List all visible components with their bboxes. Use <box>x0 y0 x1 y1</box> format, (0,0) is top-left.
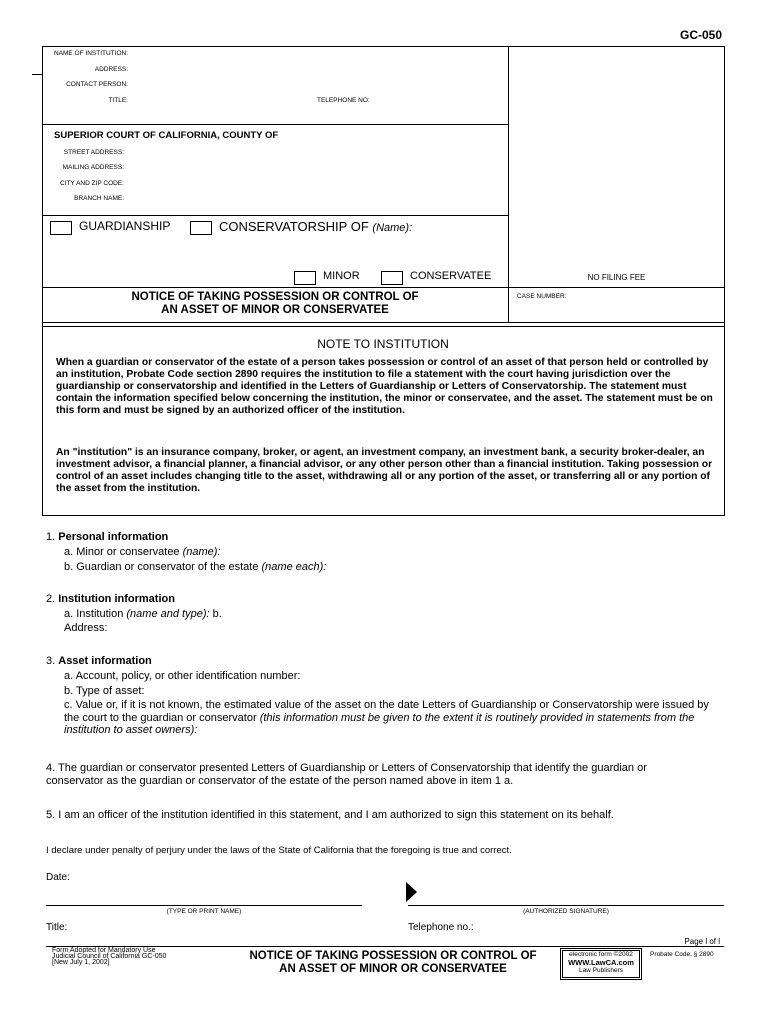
item1a-hint: (name): <box>182 546 221 558</box>
item1a-text: a. Minor or conservatee <box>64 546 180 558</box>
item2-number: 2. <box>46 593 56 605</box>
item4: 4. The guardian or conservator presented Letters of Guardianship or Letters of Conservatorship that identify the guardian or conservator as the guardian or conservator of the estate of the person named above in item 1 a. <box>46 762 647 787</box>
item2a-text: a. Institution <box>64 608 124 620</box>
conservatee-checkbox[interactable] <box>381 271 403 285</box>
item1a <box>64 546 221 558</box>
conservatorship-name-hint: (Name): <box>372 222 413 234</box>
item3c-line2 <box>64 712 734 725</box>
item3c-line3-hint: institution to asset owners): <box>64 724 198 736</box>
page-indicator: Page l of l <box>684 937 720 946</box>
rule-case-type <box>42 215 508 216</box>
item1b <box>64 561 326 573</box>
case-number-field[interactable] <box>512 302 721 320</box>
item2-address: Address: <box>64 622 108 634</box>
declaration: I declare under penalty of perjury under the laws of the State of California that the foregoing is true and correct. <box>46 845 512 856</box>
item3b: b. Type of asset: <box>64 685 145 697</box>
type-name-caption: (TYPE OR PRINT NAME) <box>166 908 242 915</box>
caption-left-rule <box>42 46 43 516</box>
item1-number: 1. <box>46 531 56 543</box>
rule-note-bottom <box>42 515 724 516</box>
label-city-zip: CITY AND ZIP CODE: <box>59 180 124 187</box>
item3a: a. Account, policy, or other identification number: <box>64 670 301 682</box>
name-line[interactable] <box>46 905 362 906</box>
label-street: STREET ADDRESS: <box>63 149 124 156</box>
item3c <box>64 699 734 737</box>
label-branch: BRANCH NAME: <box>74 195 124 202</box>
guardianship-checkbox[interactable] <box>50 221 72 235</box>
no-filing-fee: NO FILING FEE <box>587 273 646 282</box>
minor-label: MINOR <box>323 270 360 282</box>
caption-top-rule <box>42 46 724 47</box>
conservatorship-checkbox[interactable] <box>190 221 212 235</box>
signature-caption: (AUTHORIZED SIGNATURE) <box>523 908 609 915</box>
badge-url: WWW.LawCA.com <box>568 958 634 967</box>
item3-heading <box>46 655 152 667</box>
item3c-line1: c. Value or, if it is not known, the estimated value of the asset on the date Letters of Guardianship or Conservatorship were issued by <box>64 699 709 711</box>
item3c-line2-text: the court to the guardian or conservator <box>64 711 257 724</box>
item1b-text: b. Guardian or conservator of the estate <box>64 561 259 573</box>
rule-court <box>42 124 508 125</box>
form-title <box>42 291 508 317</box>
conservatorship-label <box>219 219 412 234</box>
note-paragraph-1: When a guardian or conservator of the estate of a person takes possession or control of an asset of that person held or controlled by an institution, Probate Code section 2890 requires the institution to file a statement with the court having jurisdiction over the guardianship or conservatorship and identified in the Letters of Guardianship or Letters of Conservatorship. The statement must contain the information specified below concerning the institution, the minor or conservatee, and the asset. The statement must be on this form and must be signed by an authorized officer of the institution. <box>56 357 713 416</box>
form-title-line1: NOTICE OF TAKING POSSESSION OR CONTROL OF <box>131 291 419 303</box>
rule-title <box>42 287 724 288</box>
badge-electronic-form: electronic form ©2002 <box>569 951 633 958</box>
footer-title-line1: NOTICE OF TAKING POSSESSION OR CONTROL OF <box>249 950 537 962</box>
label-contact-person: CONTACT PERSON: <box>66 81 128 88</box>
item2-heading <box>46 593 175 605</box>
item2-title: Institution information <box>58 593 175 605</box>
item1-title: Personal information <box>58 531 169 543</box>
rule-note-top-2 <box>42 326 724 327</box>
conservatee-label: CONSERVATEE <box>410 270 492 282</box>
conservatorship-text: CONSERVATORSHIP OF <box>219 219 369 234</box>
item5: 5. I am an officer of the institution identified in this statement, and I am authorized to sign this statement on its behalf. <box>46 809 614 821</box>
footer-title <box>232 950 554 976</box>
guardianship-label: GUARDIANSHIP <box>79 219 171 233</box>
footer-title-line2: AN ASSET OF MINOR OR CONSERVATEE <box>279 963 507 975</box>
item3-title: Asset information <box>58 655 152 667</box>
rule-note-top-1 <box>42 322 724 323</box>
item1b-hint: (name each): <box>261 561 327 573</box>
footer-left-notes <box>52 948 166 966</box>
publisher-badge <box>560 948 642 980</box>
footer-adopted: Form Adopted for Mandatory Use <box>52 947 156 954</box>
sign-here-arrow-icon <box>406 882 417 902</box>
item1-heading <box>46 531 168 543</box>
signature-line[interactable] <box>408 905 724 906</box>
label-mailing: MAILING ADDRESS: <box>62 164 124 171</box>
date-label: Date: <box>46 872 70 883</box>
court-heading: SUPERIOR COURT OF CALIFORNIA, COUNTY OF <box>54 130 279 141</box>
badge-publisher: Law Publishers <box>578 967 624 974</box>
margin-tick <box>32 74 42 75</box>
label-title: TITLE: <box>108 97 128 104</box>
item3c-line2-hint: (this information must be given to the extent it is routinely provided in statements from the <box>259 711 695 724</box>
probate-code: Probate Code, § 2890 <box>650 951 714 958</box>
label-address: ADDRESS: <box>94 66 128 73</box>
item2a <box>64 608 222 620</box>
item2a-hint: (name and type): <box>126 608 210 620</box>
label-telephone: TELEPHONE NO: <box>317 97 370 104</box>
note-heading: NOTE TO INSTITUTION <box>317 337 449 351</box>
caption-right-rule <box>724 46 725 516</box>
title-label: Title: <box>46 922 68 933</box>
telephone-label: Telephone no.: <box>408 922 474 933</box>
item2b-marker: b. <box>212 608 222 620</box>
item3-number: 3. <box>46 655 56 667</box>
case-number-label: CASE NUMBER: <box>517 293 567 300</box>
note-paragraph-2: An "institution" is an insurance company, broker, or agent, an investment company, an investment bank, a security broker-dealer, an investment advisor, a financial planner, a financial advisor, or any other person other than a financial institution. Taking possession or control of an asset includes changing title to the asset, withdrawing all or any portion of the asset, or transferring all or any portion of the asset from the institution. <box>56 447 713 494</box>
form-title-line2: AN ASSET OF MINOR OR CONSERVATEE <box>161 304 389 316</box>
form-number: GC-050 <box>680 28 723 42</box>
minor-checkbox[interactable] <box>294 271 316 285</box>
footer-date: [New July 1, 2002] <box>52 959 110 966</box>
footer-council: Judicial Council of California GC-050 <box>52 953 167 960</box>
label-name-of-institution: NAME OF INSTITUTION: <box>53 50 128 57</box>
